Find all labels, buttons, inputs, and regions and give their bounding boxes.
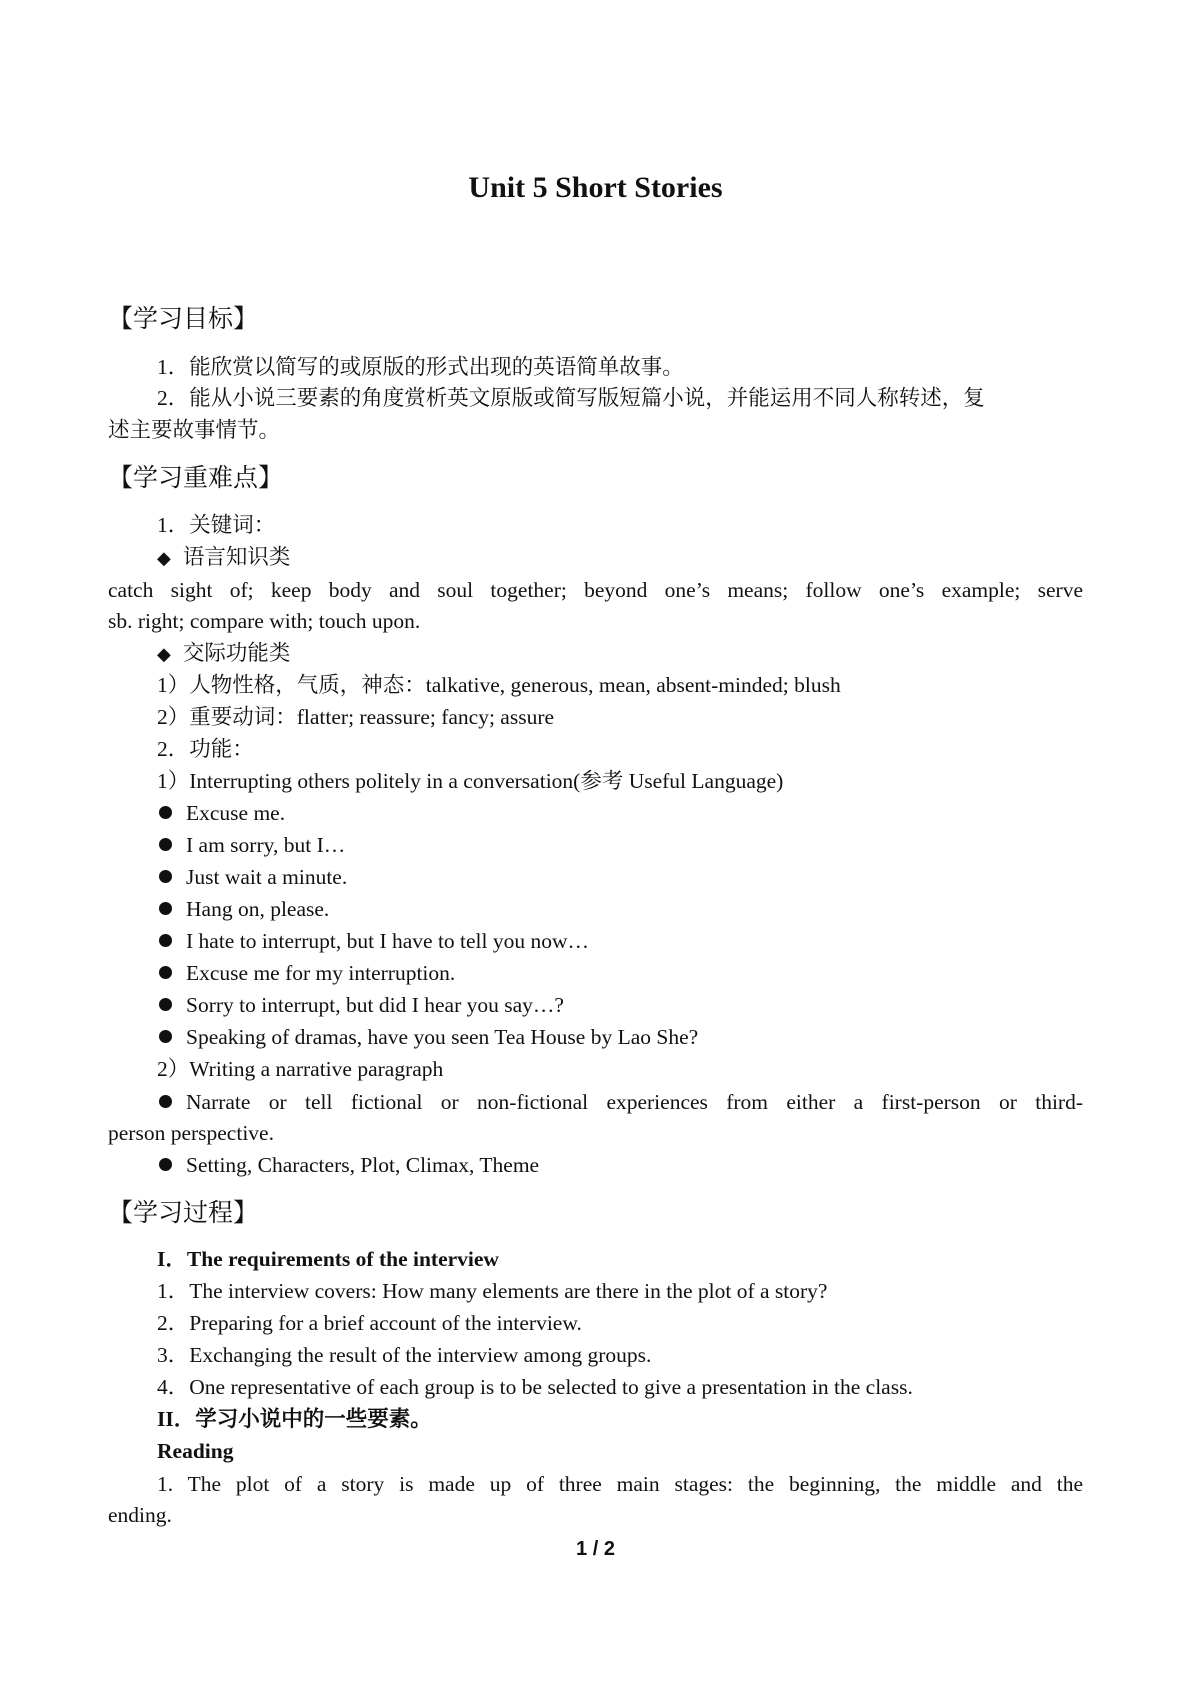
list-item: 2．Preparing for a brief account of the interview.: [157, 1311, 582, 1335]
list-item: Just wait a minute.: [159, 862, 347, 892]
bullet-dot-icon: [159, 1158, 172, 1171]
diamond-bullet-icon: ◆: [157, 548, 171, 569]
bullet-dot-icon: [159, 870, 172, 883]
keywords-label: 1．关键词：: [157, 513, 276, 537]
reading-label: Reading: [157, 1439, 234, 1463]
bullet-dot-icon: [159, 966, 172, 979]
bullet-dot-icon: [159, 806, 172, 819]
reading-item-1-line1: 1. The plot of a story is made up of three main stages: the beginning, the middle and the: [157, 1472, 1083, 1496]
list-item: Sorry to interrupt, but did I hear you say…?: [159, 990, 564, 1020]
list-item: Setting, Characters, Plot, Climax, Theme: [159, 1150, 539, 1180]
list-item: Speaking of dramas, have you seen Tea House by Lao She?: [159, 1022, 698, 1052]
interrupting-label: 1）Interrupting others politely in a conversation(参考 Useful Language): [157, 769, 784, 793]
lang-knowledge-line1: catch sight of; keep body and soul together; beyond one’s means; follow one’s example; serve: [108, 578, 1083, 602]
diamond-bullet-icon: ◆: [157, 644, 171, 665]
reading-item-1-line2: ending.: [108, 1503, 172, 1527]
bullet-dot-icon: [159, 902, 172, 915]
list-item: I hate to interrupt, but I have to tell you now…: [159, 926, 589, 956]
heading-key-points: 【学习重难点】: [108, 463, 284, 492]
list-item: 4．One representative of each group is to be selected to give a presentation in the class.: [157, 1375, 913, 1399]
part2-title: II．学习小说中的一些要素。: [157, 1407, 432, 1431]
communicative-label: ◆ 交际功能类: [157, 641, 291, 665]
page-number: 1 / 2: [576, 1538, 615, 1560]
objective-item-2-line1: 2．能从小说三要素的角度赏析英文原版或简写版短篇小说，并能运用不同人称转述，复: [157, 386, 985, 410]
bullet-dot-icon: [159, 1030, 172, 1043]
lang-knowledge-label: ◆ 语言知识类: [157, 545, 291, 569]
character-traits: 1）人物性格，气质，神态：talkative, generous, mean, absent-minded; blush: [157, 673, 841, 697]
document-title: Unit 5 Short Stories: [468, 171, 723, 204]
objective-item-2-line2: 述主要故事情节。: [108, 418, 281, 442]
bullet-dot-icon: [159, 998, 172, 1011]
list-item: Excuse me for my interruption.: [159, 958, 455, 988]
list-item: I am sorry, but I…: [159, 830, 345, 860]
narrate-line1: Narrate or tell fictional or non-fictional experiences from either a first-person or third-: [159, 1086, 1083, 1118]
important-verbs: 2）重要动词：flatter; reassure; fancy; assure: [157, 705, 555, 729]
heading-objectives: 【学习目标】: [108, 304, 259, 333]
bullet-dot-icon: [159, 1095, 172, 1108]
list-item: Excuse me.: [159, 798, 285, 828]
list-item: Hang on, please.: [159, 894, 329, 924]
objective-item-1: 1．能欣赏以简写的或原版的形式出现的英语简单故事。: [157, 355, 684, 379]
list-item: 3．Exchanging the result of the interview among groups.: [157, 1343, 652, 1367]
narrate-line2: person perspective.: [108, 1121, 274, 1145]
lang-knowledge-line2: sb. right; compare with; touch upon.: [108, 609, 421, 633]
functions-label: 2．功能：: [157, 737, 254, 761]
bullet-dot-icon: [159, 838, 172, 851]
heading-process: 【学习过程】: [108, 1198, 259, 1227]
part1-title: I．The requirements of the interview: [157, 1247, 499, 1271]
list-item: 1．The interview covers: How many elements are there in the plot of a story?: [157, 1279, 828, 1303]
bullet-dot-icon: [159, 934, 172, 947]
writing-label: 2）Writing a narrative paragraph: [157, 1057, 444, 1081]
